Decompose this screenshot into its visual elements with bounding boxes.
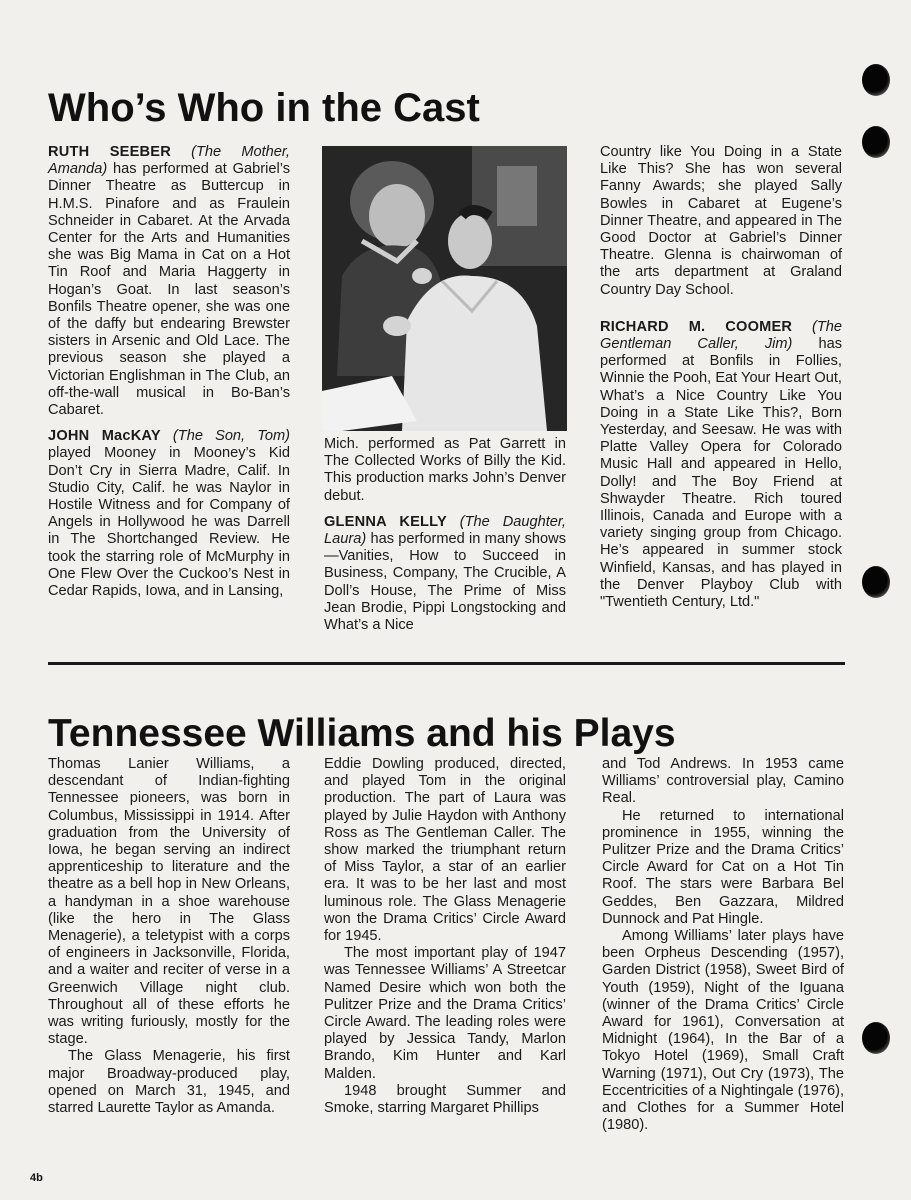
bio-text: has performed at Gabriel’s Dinner Theatre as Buttercup in H.M.S. Pinafore and as Fraulein Schneider in Cabaret. At the Arvada Center for the Arts and Humanities she was Big Mama in Cat on a Hot Tin Roof and Maria Haggerty in Hogan’s Goat. In last season’s Bonfils Theatre opener, she was one of the daffy but endearing Brewster sisters in Arsenic and Old Lace. The previous season she played a Victorian Englishman in The Club, an off-the-wall musical in Bo-Ban’s Cabaret.	[48, 161, 290, 419]
williams-paragraph: Eddie Dowling produced, directed, and played Tom in the original production. The part of Laura was played by Julie Haydon with Anthony Ross as The Gentleman Caller. The show marked the triumphant return of Miss Taylor, a star of an earlier era. It was to be her last and most luminous role. The Glass Menagerie won the Drama Critics’ Circle Award for 1945.	[324, 756, 566, 945]
bio-glenna-kelly-continued: Country like You Doing in a State Like This? She has won several Fanny Awards; she played Sally Bowles in Cabaret at Eugene’s Dinner Theatre, and appeared in The Good Doctor at Gabriel’s Dinner Theatre. Glenna is chairwoman of the arts department at Graland Country Day School.	[600, 144, 842, 298]
cast-rehearsal-photo	[322, 146, 567, 431]
bio-name: RUTH SEEBER	[48, 144, 171, 160]
bio-name: GLENNA KELLY	[324, 513, 447, 530]
williams-paragraph: 1948 brought Summer and Smoke, starring Margaret Phillips	[324, 1082, 566, 1117]
bio-richard-coomer	[600, 319, 842, 611]
williams-column-2	[324, 756, 566, 1117]
bio-glenna-kelly	[324, 514, 566, 634]
bio-role: (The Son, Tom)	[172, 428, 290, 445]
binder-hole-icon	[862, 1022, 890, 1054]
bio-text: has performed in many shows—Vanities, How to Succeed in Business, Company, The Crucible, A Doll’s House, The Prime of Miss Jean Brodie, Pippi Longstocking and What’s a Nice	[324, 531, 566, 634]
cast-column-2	[324, 436, 566, 634]
section-divider	[48, 662, 845, 665]
cast-section-title: Who’s Who in the Cast	[48, 86, 480, 130]
bio-ruth-seeber	[48, 144, 290, 419]
binder-hole-icon	[862, 126, 890, 158]
page-number: 4b	[30, 1172, 43, 1184]
williams-paragraph: The Glass Menagerie, his first major Broadway-produced play, opened on March 31, 1945, and starred Laurette Taylor as Amanda.	[48, 1048, 290, 1117]
williams-paragraph: Thomas Lanier Williams, a descendant of Indian-fighting Tennessee pioneers, was born in Columbus, Mississippi in 1914. After graduation from the University of Iowa, he began serving an indirect apprenticeship to literature and the theatre as a bell hop in New Orleans, a handyman in a shoe warehouse (like the hero in The Glass Menagerie), a teletypist with a corps of engineers in Jacksonville, Florida, and a waiter and reciter of verse in a Greenwich Village night club. Throughout all of these efforts he was writing furiously, mostly for the stage.	[48, 756, 290, 1048]
williams-paragraph: Among Williams’ later plays have been Orpheus Descending (1957), Garden District (1958), Sweet Bird of Youth (1959), Night of the Iguana (winner of the Drama Critics’ Circle Award for 1961), Conversation at Midnight (1964), In the Bar of a Tokyo Hotel (1969), Small Craft Warning (1971), Out Cry (1973), The Eccentricities of a Nightingale (1976), and Clothes for a Summer Hotel (1980).	[602, 928, 844, 1134]
bio-role: (The Daughter, Laura)	[324, 513, 566, 548]
cast-column-3	[600, 144, 842, 611]
bio-text: played Mooney in Mooney’s Kid Don’t Cry in Sierra Madre, Calif. In Studio City, Calif. he was Naylor in Hostile Witness and for Company of Angels in Hollywood he was Darrell in The Shortchanged Review. He took the starring role of McMurphy in One Flew Over the Cuckoo’s Nest in Cedar Rapids, Iowa, and in Lansing,	[48, 445, 290, 600]
bio-john-mackay-continued: Mich. performed as Pat Garrett in The Collected Works of Billy the Kid. This production marks John’s Denver debut.	[324, 436, 566, 504]
williams-paragraph: The most important play of 1947 was Tennessee Williams’ A Streetcar Named Desire which won both the Pulitzer Prize and the Drama Critics’ Circle Award. The leading roles were played by Jessica Tandy, Marlon Brando, Kim Hunter and Karl Malden.	[324, 945, 566, 1082]
bio-name: RICHARD M. COOMER	[600, 318, 793, 335]
bio-text: has performed at Bonfils in Follies, Winnie the Pooh, Eat Your Heart Out, What’s a Nice Country Like You Doing in a State Like This?, Born Yesterday, and Seesaw. He was with Platte Valley Opera for Colorado Music Hall and appeared in Hello, Dolly! and The Boy Friend at Shwayder Theatre. Rich toured Illinois, Canada and Europe with a variety singing group from Chicago. He’s appeared in summer stock Winfield, Kansas, and has played in the Denver Playboy Club with "Twentieth Century, Ltd."	[600, 336, 843, 611]
binder-hole-icon	[862, 64, 890, 96]
williams-paragraph: and Tod Andrews. In 1953 came Williams’ controversial play, Camino Real.	[602, 756, 844, 807]
binder-hole-icon	[862, 566, 890, 598]
bio-name: JOHN MacKAY	[48, 428, 161, 445]
bio-john-mackay	[48, 428, 290, 600]
cast-column-1	[48, 144, 290, 600]
williams-column-1	[48, 756, 290, 1117]
williams-paragraph: He returned to international prominence in 1955, winning the Pulitzer Prize and the Drama Critics’ Circle Award for Cat on a Hot Tin Roof. The stars were Barbara Bel Geddes, Ben Gazzara, Mildred Dunnock and Pat Hingle.	[602, 807, 844, 927]
bio-role: (The Gentleman Caller, Jim)	[600, 318, 842, 353]
bio-role: (The Mother, Amanda)	[48, 144, 290, 178]
williams-column-3	[602, 756, 844, 1134]
williams-section-title: Tennessee Williams and his Plays	[48, 712, 676, 755]
photo-icon	[322, 146, 567, 431]
